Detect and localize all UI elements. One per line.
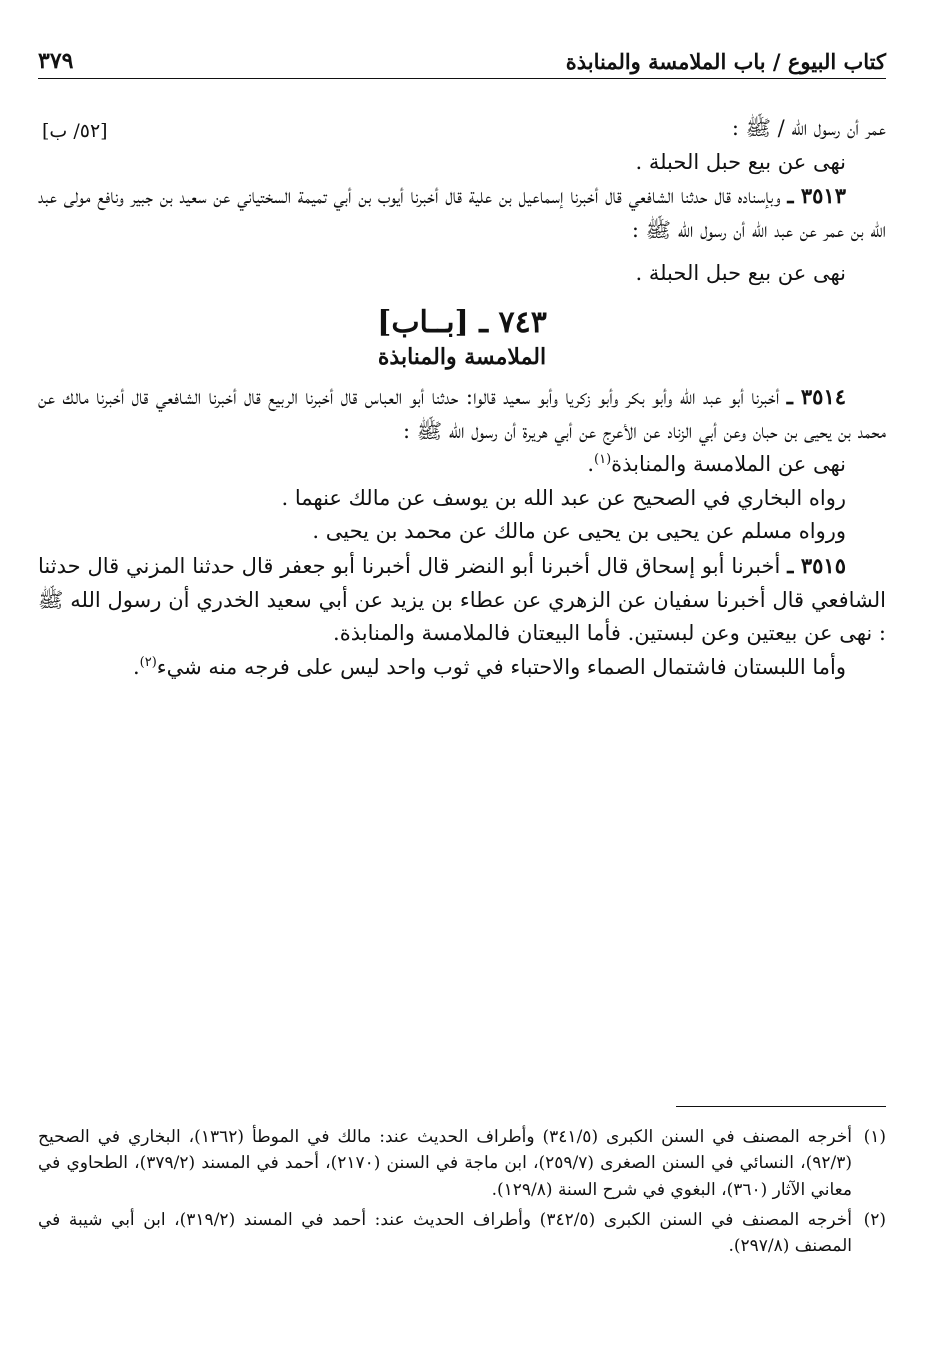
page-number: ٣٧٩ [38, 48, 74, 74]
footnote-separator [676, 1106, 886, 1107]
footnote-marker: (١) [863, 1127, 886, 1147]
text-line: ورواه مسلم عن يحيى بن يحيى عن مالك عن محمد بن يحيى . [312, 519, 846, 544]
text-line [38, 651, 886, 685]
chapter-name: الملامسة والمنابذة [377, 343, 547, 370]
hadith-paragraph [38, 380, 886, 448]
text-span: . [587, 452, 595, 477]
footnote [38, 1124, 886, 1203]
hadith-paragraph [38, 549, 886, 651]
text-line: عمر أن رسول الله / ﷺ : [731, 116, 886, 140]
folio-mark: [٥٢/ ب] [42, 120, 108, 142]
text-span: نهى عن الملامسة والمنابذة [611, 452, 846, 477]
chapter-heading [38, 305, 886, 370]
hadith-number: ٣٥١٣ ـ [787, 183, 846, 209]
text-line: نهى عن بيع حبل الحبلة . [635, 261, 846, 286]
chapter-number: ٧٤٣ ـ [بــاب] [377, 304, 547, 340]
hadith-text: أخبرنا أبو إسحاق قال أخبرنا أبو النضر قال أخبرنا أبو جعفر قال حدثنا المزني قال حدثنا الشافعي قال أخبرنا سفيان عن الزهري عن عطاء بن يزيد عن أبي سعيد الخدري أن رسول الله ﷺ : نهى عن بيعتين وعن لبستين. فأما البيعتان فالملامسة والمنابذة. [38, 553, 886, 646]
running-title: كتاب البيوع / باب الملامسة والمنابذة [565, 49, 886, 74]
footnote-ref: (١) [594, 452, 612, 468]
page [38, 28, 886, 1328]
text-line: رواه البخاري في الصحيح عن عبد الله بن يوسف عن مالك عنهما . [281, 485, 846, 510]
footnote [38, 1207, 886, 1260]
text-line [38, 448, 886, 482]
hadith-number: ٣٥١٥ ـ [787, 552, 846, 578]
footnotes [38, 1124, 886, 1264]
footnote-ref: (٢) [139, 654, 157, 670]
text-span: . [132, 654, 140, 679]
text-line: نهى عن بيع حبل الحبلة . [635, 149, 846, 174]
hadith-number: ٣٥١٤ ـ [786, 383, 847, 409]
hadith-text: أخبرنا أبو عبد الله وأبو بكر وأبو زكريا وأبو سعيد قالوا: حدثنا أبو العباس قال أخبرنا الربيع قال أخبرنا الشافعي قال أخبرنا مالك عن محمد بن يحيى بن حبان وعن أبي الزناد عن الأعرج عن أبي هريرة أن رسول الله ﷺ : [38, 384, 886, 443]
main-text [38, 112, 886, 684]
text-span: وأما اللبستان فاشتمال الصماء والاحتباء في ثوب واحد ليس على فرجه منه شيء [156, 654, 846, 679]
footnote-marker: (٢) [863, 1210, 886, 1231]
hadith-text: وبإسناده قال حدثنا الشافعي قال أخبرنا إسماعيل بن علية قال أخبرنا أيوب بن أبي تميمة السختياني عن سعيد بن جبير ونافع مولى عبد الله بن عمر عن عبد الله أن رسول الله ﷺ : [38, 184, 886, 242]
hadith-paragraph [38, 179, 886, 247]
running-header [38, 28, 886, 79]
footnote-text: أخرجه المصنف في السنن الكبرى (٣٤١/٥) وأطراف الحديث عند: مالك في الموطأ (١٣٦٢)، البخاري في الصحيح (٩٢/٣)، النسائي في السنن الصغرى (٢٥٩/٧)، ابن ماجة في السنن (٢١٧٠)، أحمد في المسند (٣٧٩/٢)، الطحاوي في معاني الآثار (٣٦٠)، البغوي في شرح السنة (١٢٩/٨). [38, 1127, 852, 1200]
footnote-text: أخرجه المصنف في السنن الكبرى (٣٤٢/٥) وأطراف الحديث عند: أحمد في المسند (٣١٩/٢)، ابن أبي شيبة في المصنف (٢٩٧/٨). [38, 1210, 852, 1257]
